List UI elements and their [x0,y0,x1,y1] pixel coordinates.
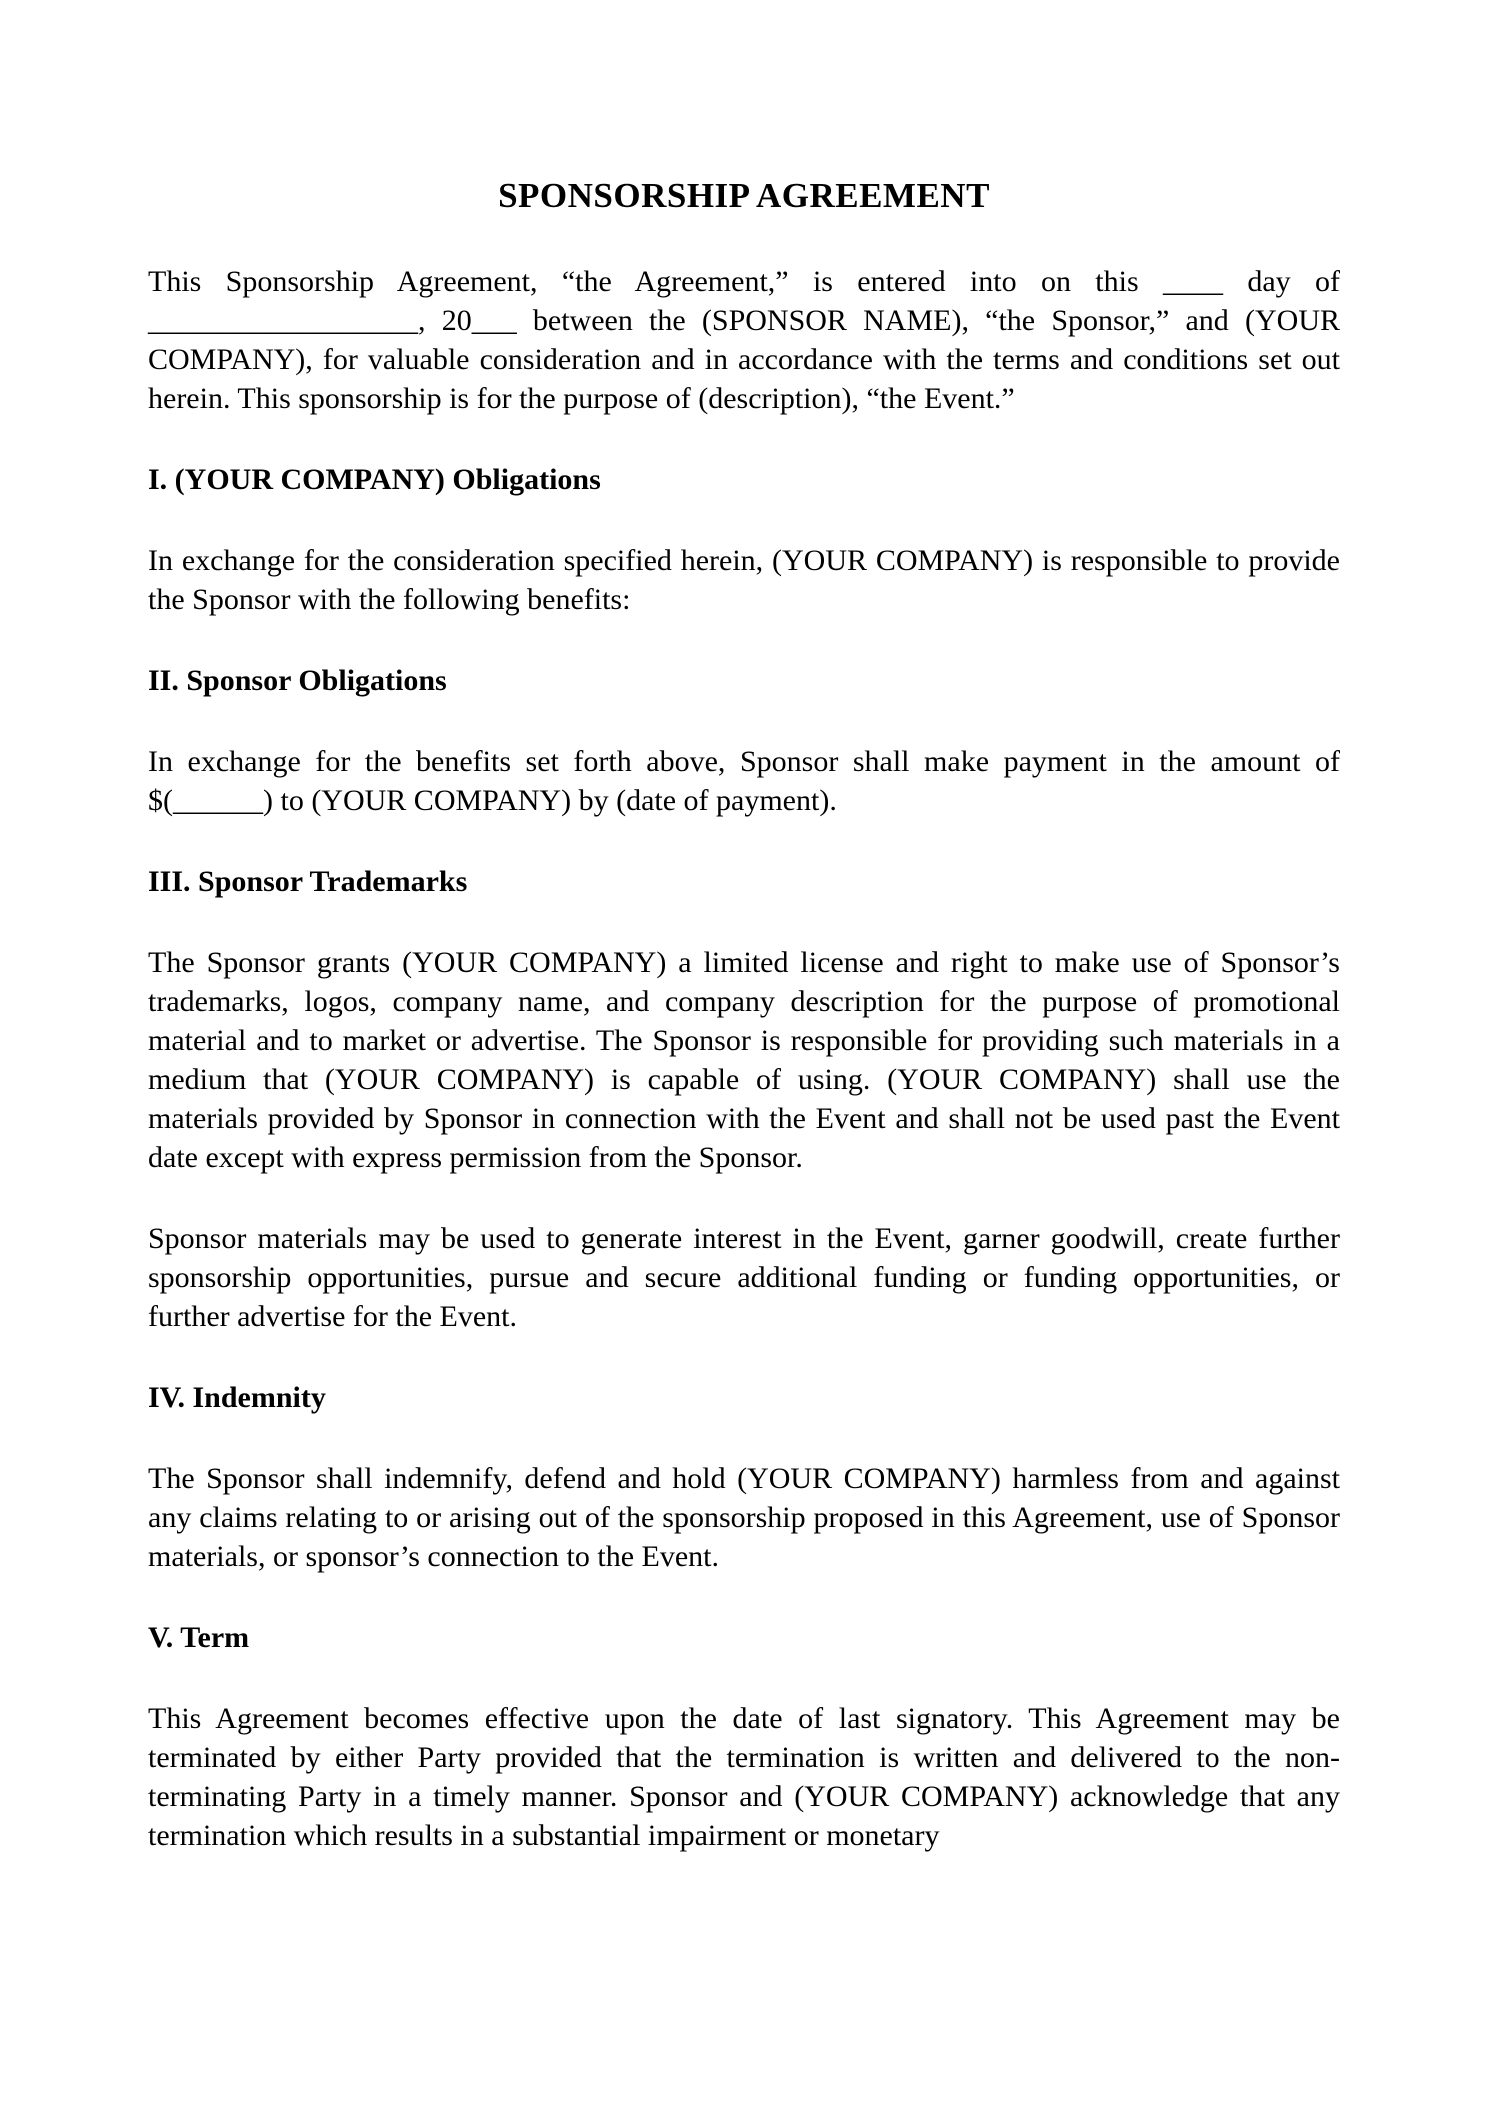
intro-paragraph: This Sponsorship Agreement, “the Agreement,” is entered into on this ____ day of __________________, 20___ between the (SPONSOR NAME), “the Sponsor,” and (YOUR COMPANY), for valuable consideration and in accordance with the terms and conditions set out herein. This sponsorship is for the purpose of (description), “the Event.” [148,265,1340,415]
section-term [148,1618,1340,1855]
section-indemnity [148,1378,1340,1576]
section-company-obligations [148,460,1340,619]
section-heading-company-obligations: I. (YOUR COMPANY) Obligations [148,463,601,496]
section-paragraph: This Agreement becomes effective upon the date of last signatory. This Agreement may be terminated by either Party provided that the termination is written and delivered to the non-terminating Party in a timely manner. Sponsor and (YOUR COMPANY) acknowledge that any termination which results in a substantial impairment or monetary [148,1702,1340,1852]
section-sponsor-trademarks [148,862,1340,1336]
section-paragraph: Sponsor materials may be used to generate interest in the Event, garner goodwill, create further sponsorship opportunities, pursue and secure additional funding or funding opportunities, or further advertise for the Event. [148,1222,1340,1333]
section-heading-indemnity: IV. Indemnity [148,1381,326,1414]
section-paragraph: In exchange for the consideration specified herein, (YOUR COMPANY) is responsible to provide the Sponsor with the following benefits: [148,544,1340,616]
section-paragraph: In exchange for the benefits set forth above, Sponsor shall make payment in the amount of $(______) to (YOUR COMPANY) by (date of payment). [148,745,1340,817]
section-heading-sponsor-obligations: II. Sponsor Obligations [148,664,447,697]
section-sponsor-obligations [148,661,1340,820]
section-paragraph: The Sponsor grants (YOUR COMPANY) a limited license and right to make use of Sponsor’s trademarks, logos, company name, and company description for the purpose of promotional material and to market or advertise. The Sponsor is responsible for providing such materials in a medium that (YOUR COMPANY) is capable of using. (YOUR COMPANY) shall use the materials provided by Sponsor in connection with the Event and shall not be used past the Event date except with express permission from the Sponsor. [148,946,1340,1174]
document-title: SPONSORSHIP AGREEMENT [498,176,990,215]
section-heading-term: V. Term [148,1621,250,1654]
section-paragraph: The Sponsor shall indemnify, defend and hold (YOUR COMPANY) harmless from and against any claims relating to or arising out of the sponsorship proposed in this Agreement, use of Sponsor materials, or sponsor’s connection to the Event. [148,1462,1340,1573]
section-heading-sponsor-trademarks: III. Sponsor Trademarks [148,865,468,898]
